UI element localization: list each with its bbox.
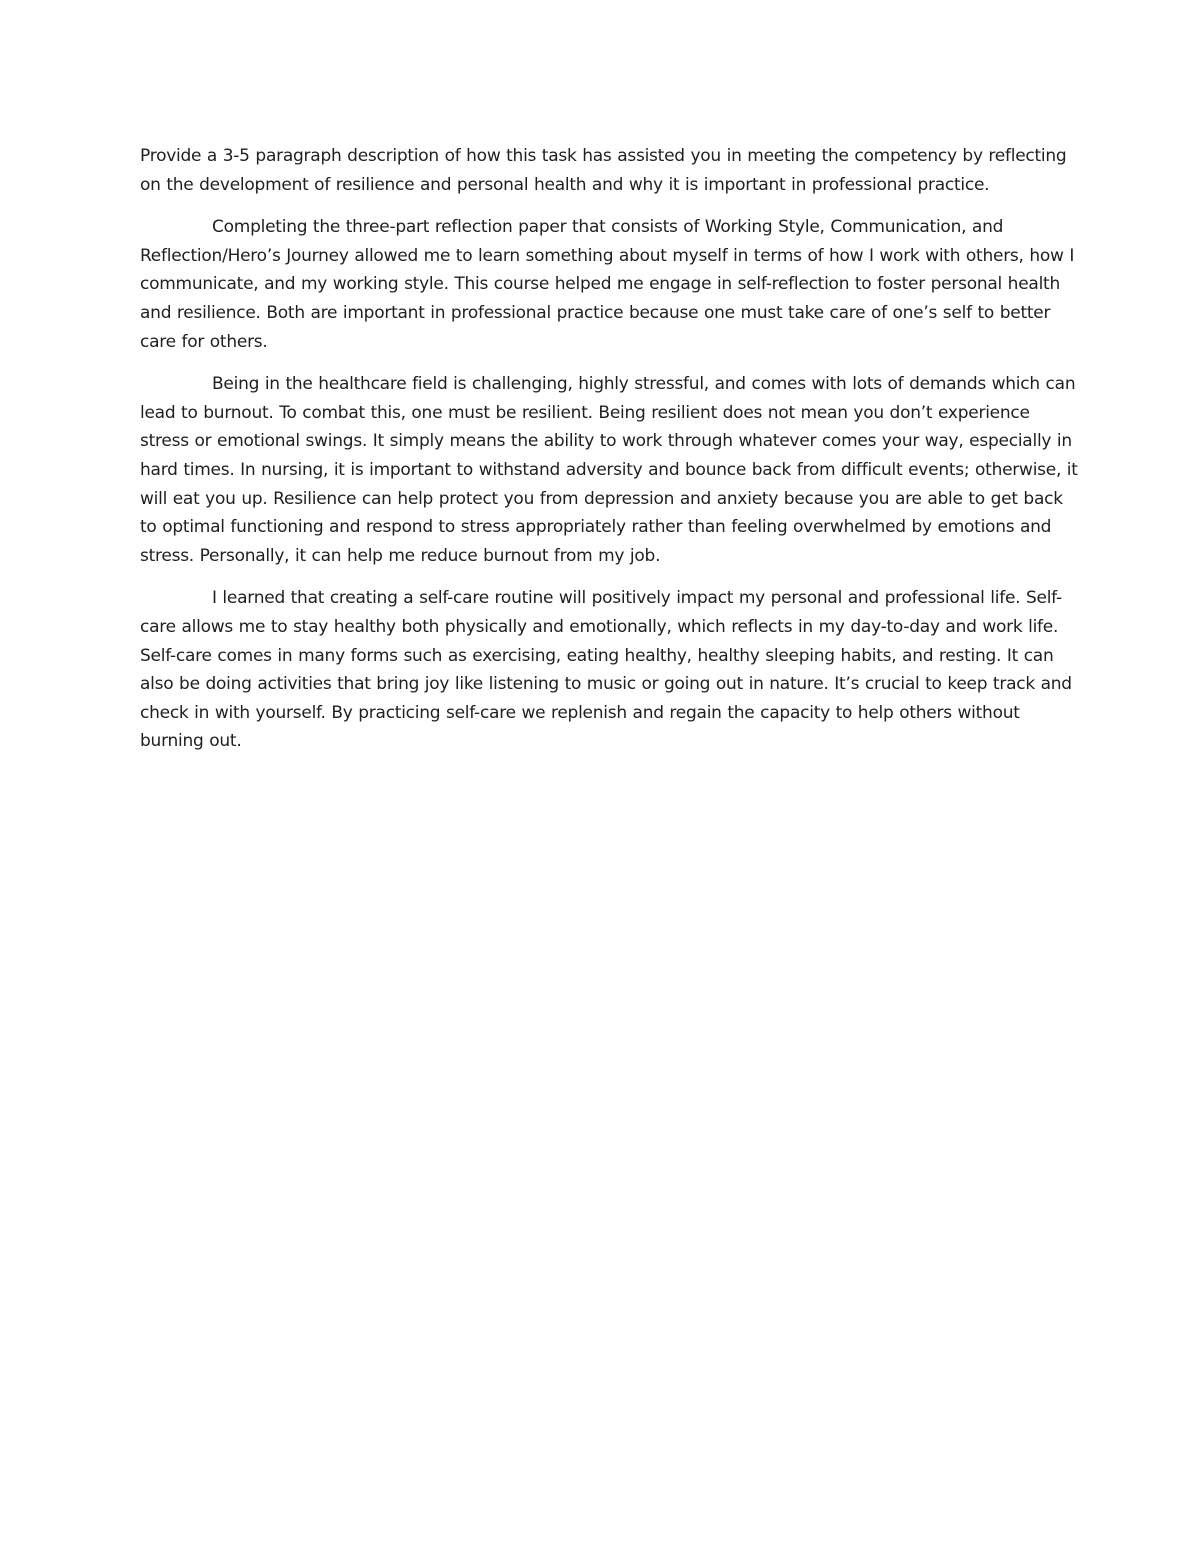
paragraph-working-style: Completing the three-part reflection paper that consists of Working Style, Communication, and Reflection/Hero’s Journey allowed me to learn something about myself in terms of how I work with others, how I communicate, and my working style. This course helped me engage in self-reflection to foster personal health and resilience. Both are important in professional practice because one must take care of one’s self to better care for others. <box>140 217 1075 352</box>
document-body <box>140 142 1080 770</box>
paragraph-resilience: Being in the healthcare field is challenging, highly stressful, and comes with lots of demands which can lead to burnout. To combat this, one must be resilient. Being resilient does not mean you don’t experience stress or emotional swings. It simply means the ability to work through whatever comes your way, especially in hard times. In nursing, it is important to withstand adversity and bounce back from difficult events; otherwise, it will eat you up. Resilience can help protect you from depression and anxiety because you are able to get back to optimal functioning and respond to stress appropriately rather than feeling overwhelmed by emotions and stress. Personally, it can help me reduce burnout from my job. <box>140 374 1078 566</box>
paragraph-self-care: I learned that creating a self-care routine will positively impact my personal and professional life. Self-care allows me to stay healthy both physically and emotionally, which reflects in my day-to-day and work life. Self-care comes in many forms such as exercising, eating healthy, healthy sleeping habits, and resting. It can also be doing activities that bring joy like listening to music or going out in nature. It’s crucial to keep track and check in with yourself. By practicing self-care we replenish and regain the capacity to help others without burning out. <box>140 588 1072 752</box>
assignment-prompt: Provide a 3-5 paragraph description of how this task has assisted you in meeting the competency by reflecting on the development of resilience and personal health and why it is important in professional practice. <box>140 146 1067 195</box>
